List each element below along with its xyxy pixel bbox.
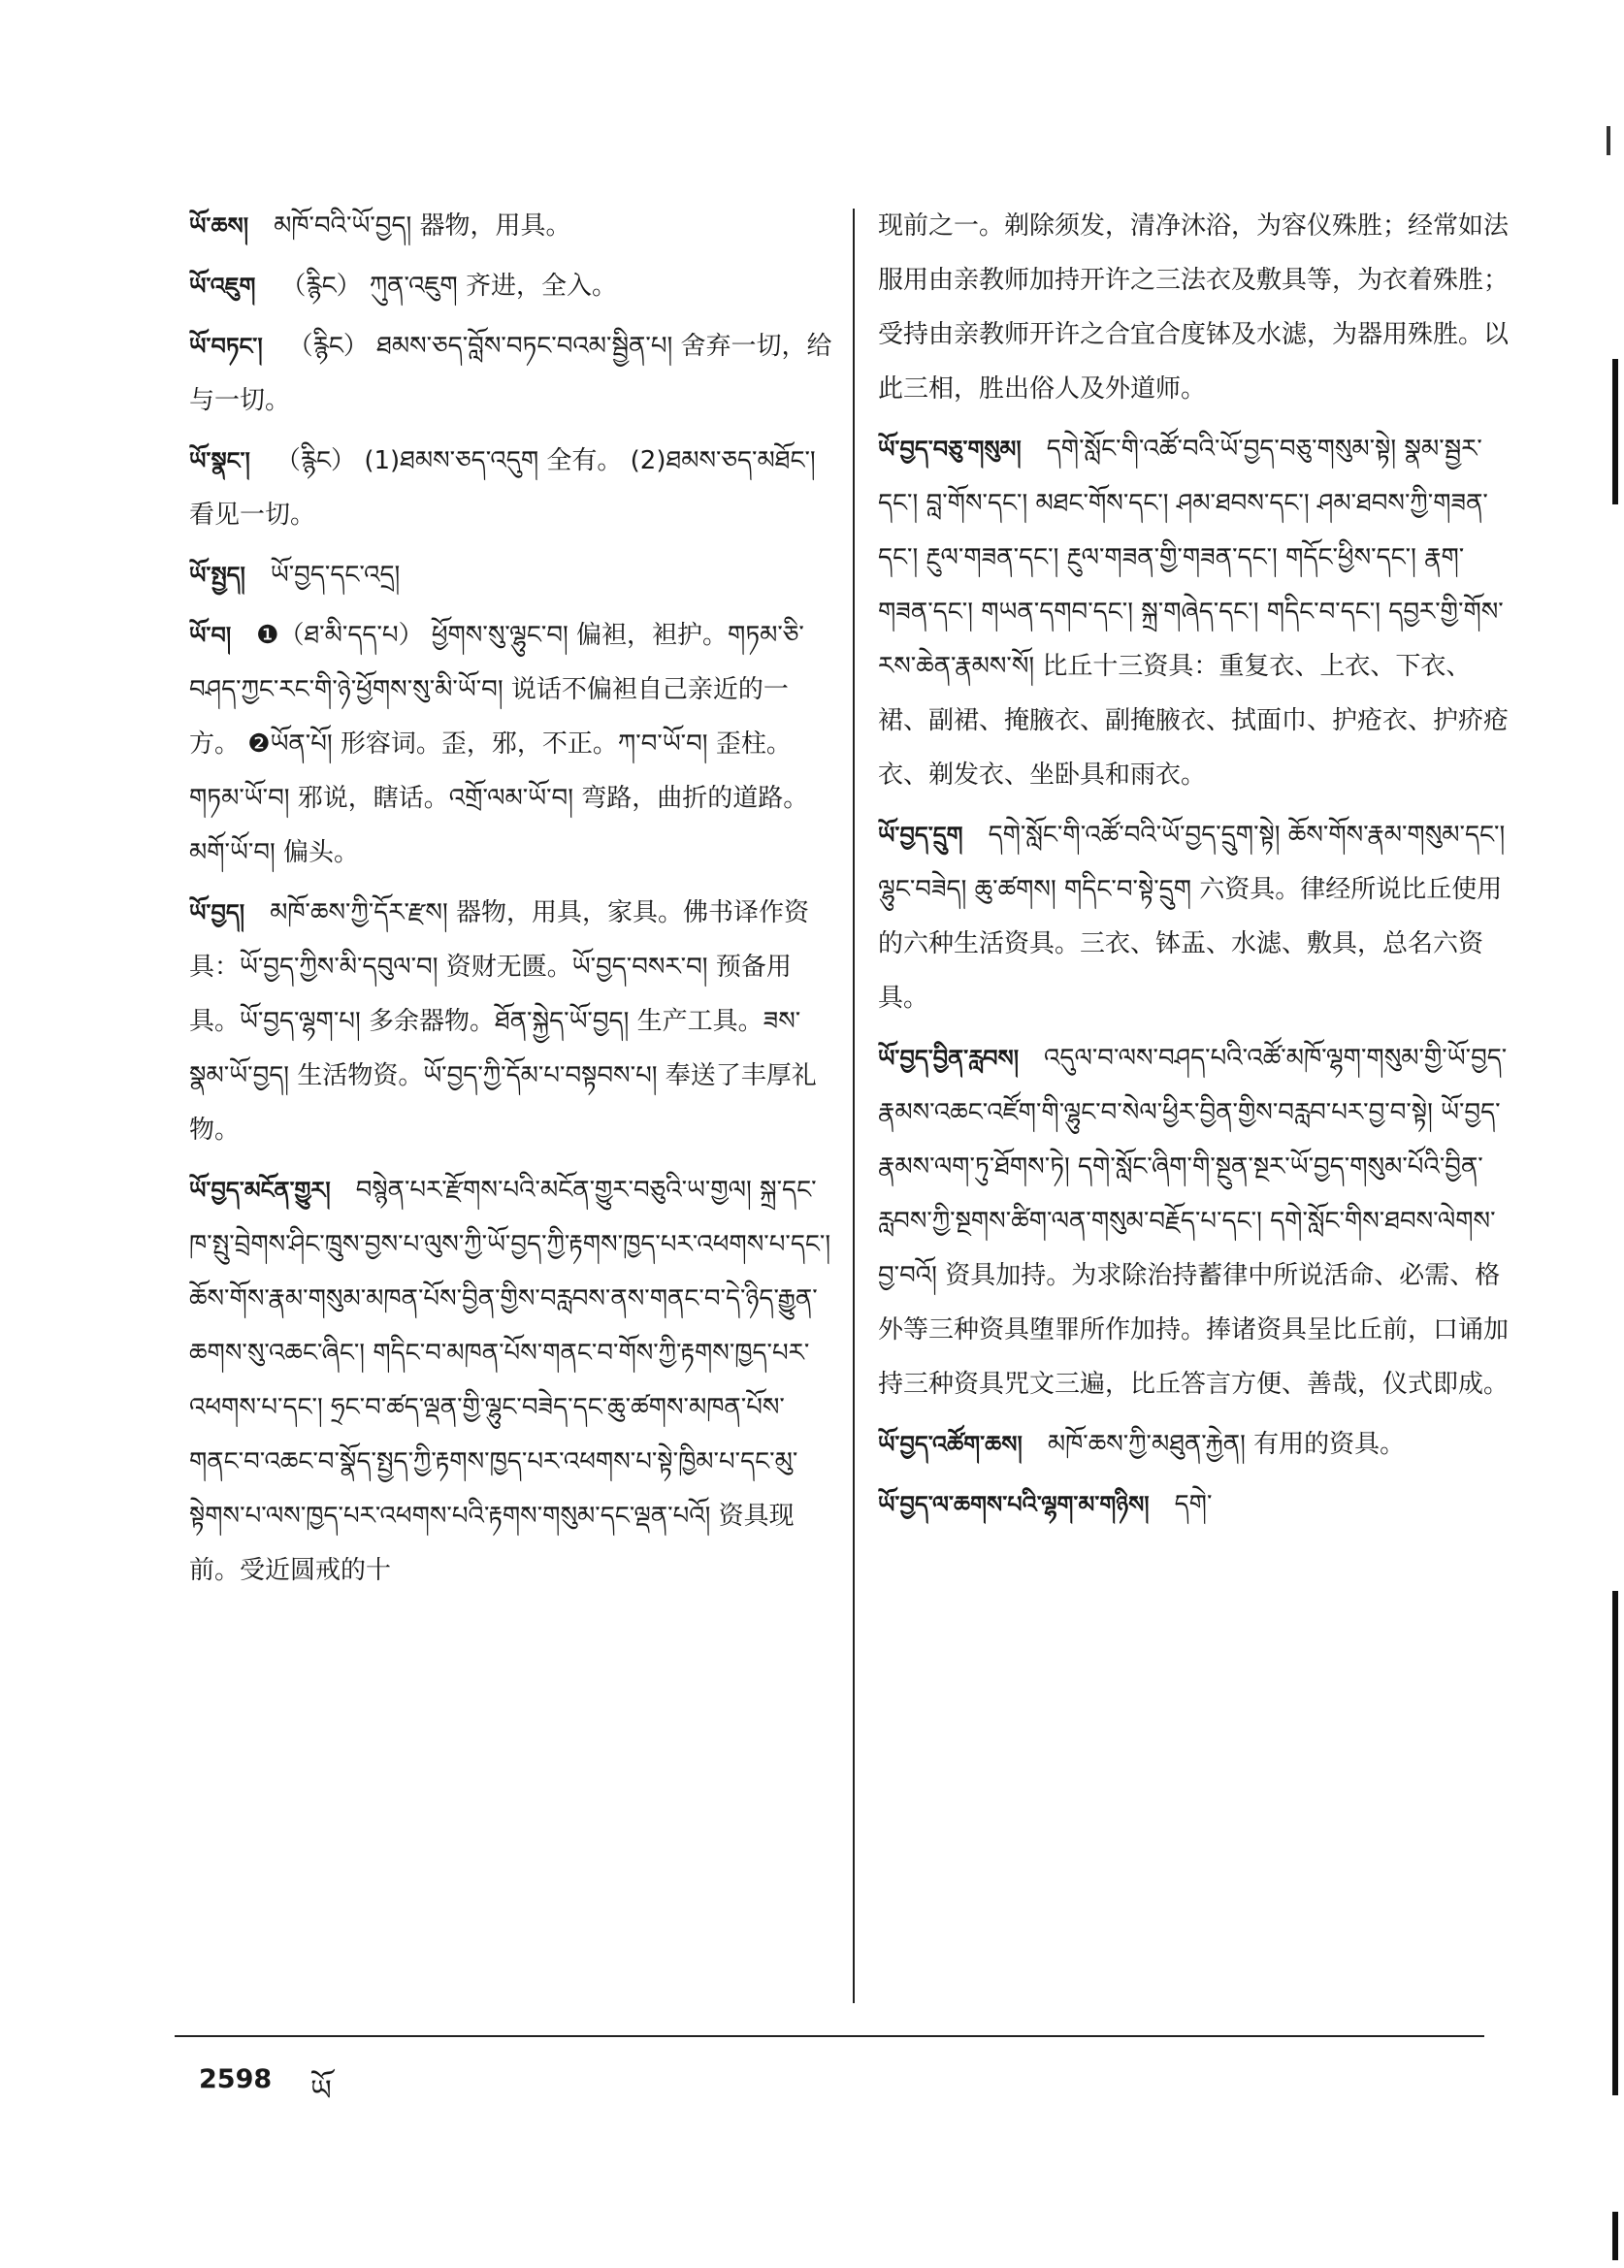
entry-headword: ཡོ་བྱད་འཚོག་ཆས།	[878, 1430, 1023, 1458]
entry-body: མཁོ་ཆས་ཀྱི་དོར་རྫས། 器物，用具，家具。佛书译作资具：ཡོ་བྱད་ཀྱིས་མི་དབུལ་བ། 资财无匮。ཡོ་བྱད་བསར་བ། 预备用具。ཡོ་བྱད་ལྷག་པ། 多余器物。ཐོན་སྐྱེད་ཡོ་བྱད། 生产工具。ཟས་སྣམ་ཡོ་བྱད། 生活物资。ཡོ་བྱད་ཀྱི་དོམ་པ་བསྟབས་པ། 奉送了丰厚礼物。	[189, 898, 817, 1145]
dictionary-entry	[189, 548, 834, 602]
entry-headword: ཡོ་བྱད་མངོན་གྱུར།	[189, 1176, 331, 1204]
dictionary-entry	[189, 319, 834, 428]
entry-headword: ཡོ་བྱད་བྱིན་རླབས།	[878, 1044, 1020, 1072]
scan-edge-mark	[1612, 359, 1618, 504]
entry-body: འདུལ་བ་ལས་བཤད་པའི་འཚོ་མཁོ་ལྷག་གསུམ་གྱི་ཡོ་བྱད་རྣམས་འཆང་འཛོག་གི་ལྷུང་བ་སེལ་ཕྱིར་བྱིན་གྱིས་བརླབ་པར་བྱ་བ་སྟེ། ཡོ་བྱད་རྣམས་ལག་ཏུ་ཐོགས་ཏེ། དགེ་སློང་ཞིག་གི་སྔུན་སྔར་ཡོ་བྱད་གསུམ་པོའི་བྱིན་རླབས་ཀྱི་སྔགས་ཚིག་ལན་གསུམ་བརྗོད་པ་དང་། དགེ་སློང་གིས་ཐབས་ལེགས་བྱ་བའོ། 资具加持。为求除治持蓄律中所说活命、必需、格外等三种资具堕罪所作加持。捧诸资具呈比丘前，口诵加持三种资具咒文三遍，比丘答言方便、善哉，仪式即成。	[878, 1044, 1510, 1399]
entry-headword: ཡོ་བྱད་དྲུག	[878, 821, 963, 849]
entry-headword: ཡོ་བཏང་།	[189, 332, 263, 360]
entry-body: ❶（ཐ་མི་དད་པ） ཕྱོགས་སུ་ལྷུང་བ། 偏袒，袒护。གཏམ་ཅི་བཤད་ཀྱང་རང་གི་ཉེ་ཕྱོགས་སུ་མི་ཡོ་བ། 说话不偏袒自己亲近的一方。 ❷ཡོན་པོ། 形容词。歪，邪，不正。ཀ་བ་ཡོ་བ། 歪柱。གཏམ་ཡོ་བ། 邪说，瞎话。འགྲོ་ལམ་ཡོ་བ། 弯路，曲折的道路。མགོ་ཡོ་བ། 偏头。	[189, 621, 809, 867]
entry-headword: ཡོ་སྣང་།	[189, 446, 250, 474]
entry-headword: ཡོ་ཆས།	[189, 211, 249, 240]
entry-body: དགེ་	[1174, 1490, 1213, 1519]
entry-headword: ཡོ་བྱད་བཅུ་གསུམ།	[878, 435, 1022, 463]
entry-headword: ཡོ་བྱད་ལ་ཆགས་པའི་ལྷག་མ་གཉིས།	[878, 1490, 1150, 1518]
column-divider	[853, 209, 855, 2003]
entry-body: （རྙིང） (1)ཐམས་ཅད་འདུག 全有。 (2)ཐམས་ཅད་མཐོང་། 看见一切。	[189, 446, 816, 530]
entry-body: དགེ་སློང་གི་འཚོ་བའི་ཡོ་བྱད་དྲུག་སྟེ། ཆོས་གོས་རྣམ་གསུམ་དང་། ལྷུང་བཟེད། ཆུ་ཚགས། གདིང་བ་སྟེ་དྲུག 六资具。律经所说比丘使用的六种生活资具。三衣、钵盂、水滤、敷具，总名六资具。	[878, 821, 1506, 1013]
entry-body: 现前之一。剃除须发，清净沐浴，为容仪殊胜；经常如法服用由亲教师加持开许之三法衣及敷具等，为衣着殊胜；受持由亲教师开许之合宜合度钵及水滤，为器用殊胜。以此三相，胜出俗人及外道师。	[878, 211, 1510, 404]
page-number: 2598	[199, 2064, 273, 2094]
dictionary-entry	[878, 808, 1513, 1025]
entry-headword: ཡོ་སྤྱད།	[189, 561, 245, 589]
dictionary-entry-continued	[878, 199, 1513, 416]
entry-body: དགེ་སློང་གི་འཚོ་བའི་ཡོ་བྱད་བཅུ་གསུམ་སྟེ། སྣམ་སྦྱར་དང་། བླ་གོས་དང་། མཐང་གོས་དང་། ཤམ་ཐབས་དང་། ཤམ་ཐབས་ཀྱི་གཟན་དང་། རྔུལ་གཟན་དང་། རྔུལ་གཟན་གྱི་གཟན་དང་། གདོང་ཕྱིས་དང་། རྣག་གཟན་དང་། གཡན་དགབ་དང་། སྐྲ་གཞེད་དང་། གདིང་བ་དང་། དབྱར་གྱི་གོས་རས་ཆེན་རྣམས་སོ། 比丘十三资具：重复衣、上衣、下衣、裙、副裙、掩腋衣、副掩腋衣、拭面巾、护疮衣、护疥疮衣、剃发衣、坐卧具和雨衣。	[878, 435, 1510, 790]
dictionary-entry	[878, 1031, 1513, 1411]
entry-body: བསྙེན་པར་རྫོགས་པའི་མངོན་གྱུར་བཅུའི་ཡ་གྱལ། སྐྲ་དང་ཁ་སྤུ་བྲེགས་ཤིང་ཁྲུས་བྱས་པ་ལུས་ཀྱི་ཡོ་བྱད་ཀྱི་རྟགས་ཁྱད་པར་འཕགས་པ་དང་། ཆོས་གོས་རྣམ་གསུམ་མཁན་པོས་བྱིན་གྱིས་བརླབས་ནས་གནང་བ་དེ་ཉིད་རྒྱུན་ཆགས་སུ་འཆང་ཞིང་། གདིང་བ་མཁན་པོས་གནང་བ་གོས་ཀྱི་རྟགས་ཁྱད་པར་འཕགས་པ་དང་། ཧྲང་བ་ཚད་ལྡན་གྱི་ལྷུང་བཟེད་དང་ཆུ་ཚགས་མཁན་པོས་གནང་བ་འཆང་བ་སྣོད་སྤྱད་ཀྱི་རྟགས་ཁྱད་པར་འཕགས་པ་སྟེ་ཁྱིམ་པ་དང་མུ་སྟེགས་པ་ལས་ཁྱད་པར་འཕགས་པའི་རྟགས་གསུམ་དང་ལྡན་པའོ། 资具现前。受近圆戒的十	[189, 1176, 831, 1585]
entry-headword: ཡོ་འཇུག	[189, 272, 256, 300]
scan-edge-mark	[1607, 126, 1610, 155]
dictionary-entry	[878, 1417, 1513, 1472]
dictionary-entry	[189, 434, 834, 542]
dictionary-entry	[189, 608, 834, 880]
entry-headword: ཡོ་བ།	[189, 621, 232, 649]
dictionary-entry	[189, 886, 834, 1157]
scan-edge-mark	[1612, 1591, 1618, 2095]
right-column	[878, 199, 1513, 1538]
scan-edge-mark	[1612, 2212, 1618, 2260]
dictionary-entry	[189, 1163, 834, 1598]
entry-body: （རྙིང） ཐམས་ཅད་བློས་བཏང་བའམ་སྦྱིན་པ། 舍弃一切，给与一切。	[189, 332, 832, 415]
entry-headword: ཡོ་བྱད།	[189, 898, 245, 926]
entry-body: མཁོ་ཆས་ཀྱི་མཐུན་རྐྱེན། 有用的资具。	[1047, 1430, 1406, 1459]
entry-body: ཡོ་བྱད་དང་འདྲ།	[270, 561, 401, 590]
entry-body: མཁོ་བའི་ཡོ་བྱད། 器物，用具。	[274, 211, 571, 241]
dictionary-entry	[878, 422, 1513, 802]
entry-body: （རྙིང） ཀུན་འཇུག 齐进，全入。	[280, 272, 617, 301]
footer-rule	[175, 2035, 1484, 2037]
dictionary-entry	[189, 259, 834, 313]
dictionary-entry	[878, 1477, 1513, 1532]
left-column	[189, 199, 834, 1604]
dictionary-entry	[189, 199, 834, 253]
page-section-letter: ཡོ	[310, 2074, 332, 2108]
